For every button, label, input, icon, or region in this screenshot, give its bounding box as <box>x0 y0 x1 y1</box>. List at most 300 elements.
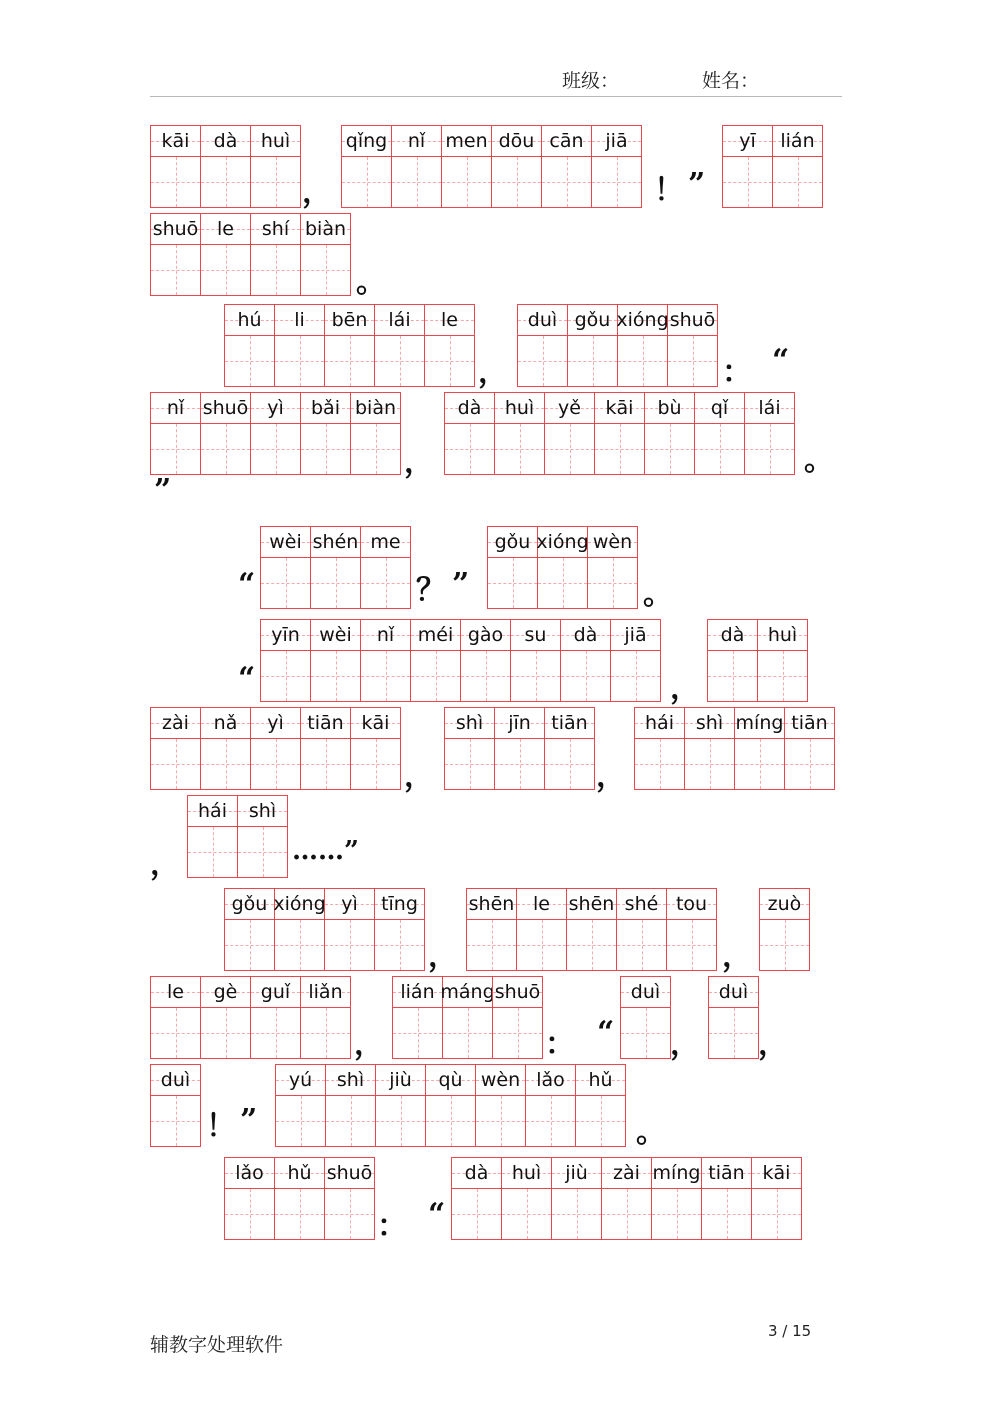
pinyin-text: bǎi <box>311 397 340 419</box>
hanzi-writing-box[interactable] <box>151 1008 200 1058</box>
character-cell <box>392 976 443 1059</box>
pinyin-text: tiān <box>551 712 588 734</box>
character-cell <box>274 304 325 387</box>
pinyin-box <box>785 708 834 739</box>
hanzi-writing-box[interactable] <box>361 651 410 701</box>
pinyin-box <box>325 1158 374 1189</box>
pinyin-box <box>493 977 542 1008</box>
hanzi-writing-box[interactable] <box>618 336 667 386</box>
hanzi-writing-box[interactable] <box>351 739 400 789</box>
pinyin-text: dōu <box>498 130 535 152</box>
pinyin-text: shuō <box>202 397 249 419</box>
pinyin-text: wèn <box>480 1069 521 1091</box>
hanzi-writing-box[interactable] <box>261 558 310 608</box>
character-cell <box>200 125 251 208</box>
punct-comma: ， <box>722 939 752 974</box>
character-cell <box>200 392 251 475</box>
pinyin-box <box>542 126 591 157</box>
hanzi-writing-box[interactable] <box>488 558 537 608</box>
pinyin-text: shuō <box>669 309 716 331</box>
pinyin-text: máng <box>440 981 495 1003</box>
hanzi-writing-box[interactable] <box>342 157 391 207</box>
pinyin-box <box>151 393 200 424</box>
pinyin-text: hǔ <box>588 1069 613 1091</box>
pinyin-text: huì <box>504 397 535 419</box>
pinyin-text: shì <box>336 1069 365 1091</box>
hanzi-writing-box[interactable] <box>151 424 200 474</box>
pinyin-box <box>375 889 424 920</box>
pinyin-group <box>759 888 809 971</box>
character-cell <box>300 392 351 475</box>
pinyin-box <box>301 708 350 739</box>
character-cell <box>525 1064 576 1147</box>
hanzi-writing-box[interactable] <box>361 558 410 608</box>
character-cell <box>516 888 567 971</box>
pinyin-box <box>201 126 250 157</box>
hanzi-writing-box[interactable] <box>576 1096 625 1146</box>
pinyin-box <box>326 1065 375 1096</box>
pinyin-text: jiù <box>565 1162 588 1184</box>
hanzi-writing-box[interactable] <box>635 739 684 789</box>
pinyin-text: dà <box>213 130 238 152</box>
pinyin-text: tiān <box>791 712 828 734</box>
punct-colon: ： <box>377 1209 407 1244</box>
pinyin-box <box>275 305 324 336</box>
pinyin-box <box>188 796 237 827</box>
pinyin-box <box>376 1065 425 1096</box>
character-cell <box>224 304 275 387</box>
hanzi-writing-box[interactable] <box>495 739 544 789</box>
pinyin-text: shì <box>695 712 724 734</box>
pinyin-group <box>260 526 410 609</box>
hanzi-writing-box[interactable] <box>467 920 516 970</box>
character-cell <box>610 619 661 702</box>
pinyin-box <box>511 620 560 651</box>
pinyin-text: bēn <box>331 309 368 331</box>
pinyin-box <box>201 977 250 1008</box>
pinyin-group <box>517 304 717 387</box>
hanzi-writing-box[interactable] <box>311 651 360 701</box>
character-cell <box>275 1064 326 1147</box>
hanzi-writing-box[interactable] <box>301 245 350 295</box>
punct-comma: ， <box>404 759 434 794</box>
pinyin-group <box>150 392 400 475</box>
pinyin-box <box>445 393 494 424</box>
punct-comma: ， <box>428 939 458 974</box>
pinyin-text: gào <box>467 624 504 646</box>
hanzi-writing-box[interactable] <box>311 558 360 608</box>
hanzi-writing-box[interactable] <box>188 827 237 877</box>
hanzi-writing-box[interactable] <box>151 739 200 789</box>
pinyin-text: míng <box>652 1162 701 1184</box>
pinyin-text: xióng <box>273 893 326 915</box>
character-cell <box>424 304 475 387</box>
pinyin-box <box>238 796 287 827</box>
punct-right-quote: ” <box>154 473 172 508</box>
hanzi-writing-box[interactable] <box>151 1096 200 1146</box>
pinyin-text: shí <box>261 218 290 240</box>
hanzi-writing-box[interactable] <box>588 558 637 608</box>
hanzi-writing-box[interactable] <box>708 651 757 701</box>
pinyin-text: tiān <box>307 712 344 734</box>
hanzi-writing-box[interactable] <box>476 1096 525 1146</box>
hanzi-writing-box[interactable] <box>225 920 274 970</box>
pinyin-group <box>150 1064 200 1147</box>
hanzi-writing-box[interactable] <box>702 1189 751 1239</box>
pinyin-text: nǎ <box>213 712 238 734</box>
pinyin-text: méi <box>417 624 454 646</box>
pinyin-box <box>225 1158 274 1189</box>
pinyin-box <box>595 393 644 424</box>
hanzi-writing-box[interactable] <box>492 157 541 207</box>
character-cell <box>708 976 759 1059</box>
pinyin-box <box>495 708 544 739</box>
pinyin-text: guǐ <box>260 981 291 1003</box>
pinyin-text: zuò <box>767 893 802 915</box>
pinyin-group <box>451 1157 801 1240</box>
punct-comma: ， <box>404 445 434 480</box>
character-cell <box>274 888 325 971</box>
pinyin-text: wèn <box>592 531 633 553</box>
hanzi-writing-box[interactable] <box>461 651 510 701</box>
hanzi-writing-box[interactable] <box>685 739 734 789</box>
pinyin-text: biàn <box>354 397 397 419</box>
hanzi-writing-box[interactable] <box>201 245 250 295</box>
hanzi-writing-box[interactable] <box>552 1189 601 1239</box>
pinyin-text: shì <box>455 712 484 734</box>
pinyin-box <box>445 708 494 739</box>
pinyin-text: qù <box>438 1069 463 1091</box>
character-cell <box>494 392 545 475</box>
punct-comma: ， <box>302 175 332 210</box>
pinyin-box <box>588 527 637 558</box>
hanzi-writing-box[interactable] <box>261 651 310 701</box>
punct-colon: ： <box>545 1027 575 1062</box>
hanzi-writing-box[interactable] <box>735 739 784 789</box>
hanzi-writing-box[interactable] <box>502 1189 551 1239</box>
pinyin-text: kāi <box>605 397 634 419</box>
punct-period: 。 <box>643 577 673 612</box>
hanzi-writing-box[interactable] <box>445 424 494 474</box>
pinyin-box <box>773 126 822 157</box>
pinyin-box <box>545 708 594 739</box>
pinyin-box <box>708 620 757 651</box>
character-cell <box>666 888 717 971</box>
hanzi-writing-box[interactable] <box>375 336 424 386</box>
punct-right-quote: ” <box>452 567 470 602</box>
pinyin-box <box>518 305 567 336</box>
pinyin-box <box>361 620 410 651</box>
character-cell <box>617 304 668 387</box>
pinyin-box <box>667 889 716 920</box>
hanzi-writing-box[interactable] <box>517 920 566 970</box>
hanzi-writing-box[interactable] <box>709 1008 758 1058</box>
pinyin-box <box>301 214 350 245</box>
character-cell <box>491 125 542 208</box>
character-cell <box>300 213 351 296</box>
character-cell <box>560 619 611 702</box>
character-cell <box>200 707 251 790</box>
hanzi-writing-box[interactable] <box>151 245 200 295</box>
punct-period: 。 <box>636 1115 666 1150</box>
hanzi-writing-box[interactable] <box>511 651 560 701</box>
pinyin-box <box>517 889 566 920</box>
character-cell <box>566 888 617 971</box>
punct-colon: ： <box>722 355 752 390</box>
hanzi-writing-box[interactable] <box>276 1096 325 1146</box>
pinyin-box <box>495 393 544 424</box>
hanzi-writing-box[interactable] <box>752 1189 801 1239</box>
character-cell <box>375 1064 426 1147</box>
hanzi-writing-box[interactable] <box>611 651 660 701</box>
hanzi-writing-box[interactable] <box>325 920 374 970</box>
character-cell <box>391 125 442 208</box>
pinyin-text: shì <box>248 800 277 822</box>
hanzi-writing-box[interactable] <box>301 424 350 474</box>
pinyin-group <box>707 619 807 702</box>
character-cell <box>487 526 538 609</box>
hanzi-writing-box[interactable] <box>723 157 772 207</box>
hanzi-writing-box[interactable] <box>325 336 374 386</box>
pinyin-text: shé <box>624 893 659 915</box>
pinyin-box <box>276 1065 325 1096</box>
hanzi-writing-box[interactable] <box>745 424 794 474</box>
pinyin-box <box>151 1065 200 1096</box>
pinyin-text: shuō <box>494 981 541 1003</box>
character-cell <box>200 976 251 1059</box>
pinyin-text: tiān <box>708 1162 745 1184</box>
character-cell <box>150 1064 201 1147</box>
pinyin-box <box>325 889 374 920</box>
hanzi-writing-box[interactable] <box>668 336 717 386</box>
character-cell <box>634 707 685 790</box>
hanzi-writing-box[interactable] <box>452 1189 501 1239</box>
character-cell <box>444 707 495 790</box>
character-cell <box>442 976 493 1059</box>
hanzi-writing-box[interactable] <box>251 157 300 207</box>
pinyin-text: su <box>524 624 547 646</box>
hanzi-writing-box[interactable] <box>251 1008 300 1058</box>
hanzi-writing-box[interactable] <box>201 739 250 789</box>
pinyin-text: lián <box>400 981 435 1003</box>
character-cell <box>517 304 568 387</box>
hanzi-writing-box[interactable] <box>545 739 594 789</box>
hanzi-writing-box[interactable] <box>592 157 641 207</box>
hanzi-writing-box[interactable] <box>225 1189 274 1239</box>
pinyin-box <box>261 620 310 651</box>
hanzi-writing-box[interactable] <box>561 651 610 701</box>
character-cell <box>451 1157 502 1240</box>
character-cell <box>310 619 361 702</box>
pinyin-box <box>645 393 694 424</box>
hanzi-writing-box[interactable] <box>602 1189 651 1239</box>
hanzi-writing-box[interactable] <box>695 424 744 474</box>
pinyin-text: gǒu <box>494 531 531 553</box>
pinyin-box <box>502 1158 551 1189</box>
hanzi-writing-box[interactable] <box>667 920 716 970</box>
hanzi-writing-box[interactable] <box>621 1008 670 1058</box>
hanzi-writing-box[interactable] <box>443 1008 492 1058</box>
pinyin-box <box>251 708 300 739</box>
hanzi-writing-box[interactable] <box>225 336 274 386</box>
character-cell <box>492 976 543 1059</box>
pinyin-text: gè <box>213 981 238 1003</box>
hanzi-writing-box[interactable] <box>325 1189 374 1239</box>
hanzi-writing-box[interactable] <box>760 920 809 970</box>
pinyin-box <box>251 393 300 424</box>
hanzi-writing-box[interactable] <box>652 1189 701 1239</box>
pinyin-box <box>361 527 410 558</box>
character-cell <box>237 795 288 878</box>
pinyin-text: yì <box>341 893 358 915</box>
character-cell <box>784 707 835 790</box>
hanzi-writing-box[interactable] <box>376 1096 425 1146</box>
character-cell <box>444 392 495 475</box>
pinyin-group <box>487 526 637 609</box>
hanzi-writing-box[interactable] <box>301 1008 350 1058</box>
pinyin-box <box>426 1065 475 1096</box>
hanzi-writing-box[interactable] <box>493 1008 542 1058</box>
character-cell <box>250 392 301 475</box>
pinyin-text: xióng <box>536 531 589 553</box>
character-cell <box>460 619 511 702</box>
pinyin-box <box>552 1158 601 1189</box>
pinyin-text: huì <box>260 130 291 152</box>
hanzi-writing-box[interactable] <box>426 1096 475 1146</box>
hanzi-writing-box[interactable] <box>773 157 822 207</box>
punct-left-quote: “ <box>238 661 256 696</box>
pinyin-text: kāi <box>762 1162 791 1184</box>
hanzi-writing-box[interactable] <box>251 245 300 295</box>
character-cell <box>325 1064 376 1147</box>
character-cell <box>475 1064 526 1147</box>
character-cell <box>594 392 645 475</box>
hanzi-writing-box[interactable] <box>542 157 591 207</box>
hanzi-writing-box[interactable] <box>275 336 324 386</box>
character-cell <box>744 392 795 475</box>
pinyin-box <box>735 708 784 739</box>
hanzi-writing-box[interactable] <box>445 739 494 789</box>
pinyin-box <box>301 393 350 424</box>
pinyin-text: nǐ <box>166 397 185 419</box>
hanzi-writing-box[interactable] <box>425 336 474 386</box>
pinyin-box <box>526 1065 575 1096</box>
hanzi-writing-box[interactable] <box>495 424 544 474</box>
pinyin-text: le <box>217 218 234 240</box>
character-cell <box>501 1157 552 1240</box>
pinyin-text: xióng <box>616 309 669 331</box>
character-cell <box>494 707 545 790</box>
character-cell <box>350 392 401 475</box>
hanzi-writing-box[interactable] <box>595 424 644 474</box>
pinyin-text: shuō <box>326 1162 373 1184</box>
pinyin-text: gǒu <box>574 309 611 331</box>
character-cell <box>591 125 642 208</box>
hanzi-writing-box[interactable] <box>351 424 400 474</box>
hanzi-writing-box[interactable] <box>392 157 441 207</box>
character-cell <box>250 125 301 208</box>
pinyin-box <box>752 1158 801 1189</box>
hanzi-writing-box[interactable] <box>201 424 250 474</box>
pinyin-text: zài <box>613 1162 640 1184</box>
pinyin-box <box>709 977 758 1008</box>
character-cell <box>757 619 808 702</box>
pinyin-box <box>301 977 350 1008</box>
pinyin-group <box>260 619 660 702</box>
pinyin-group <box>275 1064 625 1147</box>
hanzi-writing-box[interactable] <box>567 920 616 970</box>
pinyin-text: hái <box>198 800 227 822</box>
hanzi-writing-box[interactable] <box>251 424 300 474</box>
pinyin-text: duì <box>160 1069 191 1091</box>
hanzi-writing-box[interactable] <box>251 739 300 789</box>
hanzi-writing-box[interactable] <box>785 739 834 789</box>
hanzi-writing-box[interactable] <box>151 157 200 207</box>
character-cell <box>410 619 461 702</box>
pinyin-box <box>225 889 274 920</box>
pinyin-text: gǒu <box>231 893 268 915</box>
pinyin-box <box>440 977 495 1008</box>
pinyin-box <box>375 305 424 336</box>
hanzi-writing-box[interactable] <box>545 424 594 474</box>
pinyin-text: yīn <box>271 624 300 646</box>
pinyin-text: shén <box>312 531 359 553</box>
pinyin-text: lǎo <box>536 1069 565 1091</box>
hanzi-writing-box[interactable] <box>238 827 287 877</box>
hanzi-writing-box[interactable] <box>201 1008 250 1058</box>
hanzi-writing-box[interactable] <box>526 1096 575 1146</box>
hanzi-writing-box[interactable] <box>442 157 491 207</box>
pinyin-text: lái <box>388 309 411 331</box>
character-cell <box>250 707 301 790</box>
character-cell <box>544 392 595 475</box>
hanzi-writing-box[interactable] <box>568 336 617 386</box>
hanzi-writing-box[interactable] <box>645 424 694 474</box>
punct-period: 。 <box>356 265 386 300</box>
hanzi-writing-box[interactable] <box>538 558 587 608</box>
pinyin-group <box>466 888 716 971</box>
hanzi-writing-box[interactable] <box>375 920 424 970</box>
hanzi-writing-box[interactable] <box>758 651 807 701</box>
pinyin-group <box>224 888 424 971</box>
pinyin-group <box>224 304 474 387</box>
pinyin-box <box>275 889 324 920</box>
hanzi-writing-box[interactable] <box>617 920 666 970</box>
character-cell <box>324 888 375 971</box>
hanzi-writing-box[interactable] <box>411 651 460 701</box>
character-cell <box>544 707 595 790</box>
pinyin-text: kāi <box>161 130 190 152</box>
character-cell <box>620 976 671 1059</box>
punct-comma: ， <box>150 847 180 882</box>
pinyin-group <box>634 707 834 790</box>
pinyin-box <box>151 708 200 739</box>
hanzi-writing-box[interactable] <box>201 157 250 207</box>
pinyin-box <box>452 1158 501 1189</box>
hanzi-writing-box[interactable] <box>301 739 350 789</box>
hanzi-writing-box[interactable] <box>275 920 324 970</box>
hanzi-writing-box[interactable] <box>326 1096 375 1146</box>
character-cell <box>150 707 201 790</box>
hanzi-writing-box[interactable] <box>275 1189 324 1239</box>
pinyin-text: huì <box>767 624 798 646</box>
pinyin-text: dà <box>720 624 745 646</box>
pinyin-text: yì <box>267 397 284 419</box>
hanzi-writing-box[interactable] <box>518 336 567 386</box>
pinyin-text: yī <box>739 130 756 152</box>
character-cell <box>772 125 823 208</box>
hanzi-writing-box[interactable] <box>393 1008 442 1058</box>
